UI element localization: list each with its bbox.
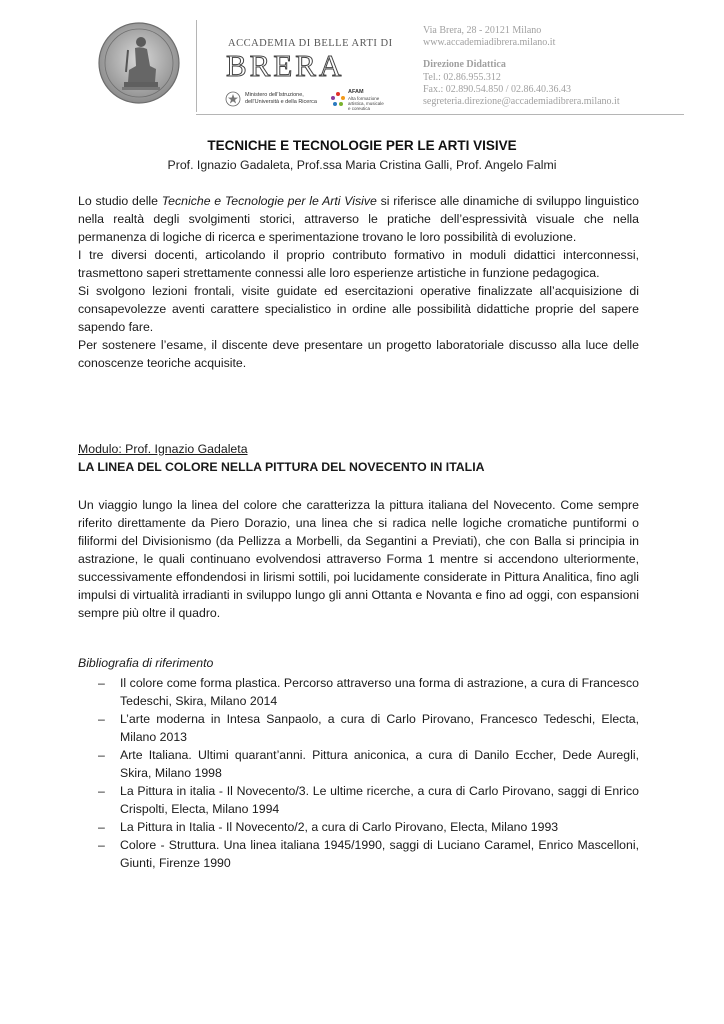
intro-paragraph-2: I tre diversi docenti, articolando il proprio contributo formativo in moduli didattici interconnessi, trasmettono saperi strettamente connessi alle loro esperienze artistiche in funzione pedagogica. <box>78 248 639 280</box>
bibliography-item <box>96 746 639 782</box>
academy-name: BRERA <box>226 48 345 83</box>
intro-section <box>78 192 639 372</box>
bibliography-item <box>96 836 639 872</box>
afam-text <box>348 96 384 111</box>
document-title: TECNICHE E TECNOLOGIE PER LE ARTI VISIVE <box>207 138 517 153</box>
header-horizontal-rule <box>196 114 684 115</box>
afam-logo-icon <box>330 91 346 107</box>
intro-paragraph-4: Per sostenere l’esame, il discente deve presentare un progetto laboratoriale discusso alla luce delle conoscenze teoriche acquisite. <box>78 338 639 370</box>
dash-bullet-icon: – <box>98 820 105 834</box>
contact-address: Via Brera, 28 - 20121 Milano <box>423 25 542 36</box>
ministry-line-2: dell'Università e della Ricerca <box>245 98 317 105</box>
bibliography-item-text: La Pittura in italia - Il Novecento/3. Le ultime ricerche, a cura di Carlo Pirovano, saggi di Enrico Crispolti, Electa, Milano 1994 <box>120 784 639 816</box>
bibliography-item <box>96 782 639 818</box>
afam-line-3: e coreutica <box>348 106 371 111</box>
afam-title: AFAM <box>348 89 364 95</box>
dash-bullet-icon: – <box>98 712 105 726</box>
contact-department: Direzione Didattica <box>423 59 506 70</box>
module-body <box>78 496 639 622</box>
intro-paragraph-3: Si svolgono lezioni frontali, visite guidate ed esercitazioni operative finalizzate all’acquisizione di consapevolezze aventi carattere specialistico in ordine alle possibilità didattiche proprie del sapere sapendo fare. <box>78 284 639 334</box>
bibliography-heading: Bibliografia di riferimento <box>78 656 214 670</box>
bibliography-item <box>96 674 639 710</box>
course-name-italic: Tecniche e Tecnologie per le Arti Visive <box>161 194 377 208</box>
dash-bullet-icon: – <box>98 676 105 690</box>
module-title: LA LINEA DEL COLORE NELLA PITTURA DEL NOVECENTO IN ITALIA <box>78 460 485 474</box>
academy-line: ACCADEMIA DI BELLE ARTI DI <box>228 38 393 49</box>
contact-website-link[interactable]: www.accademiadibrera.milano.it <box>423 37 556 48</box>
bibliography-item-text: La Pittura in Italia - Il Novecento/2, a cura di Carlo Pirovano, Electa, Milano 1993 <box>120 820 559 834</box>
afam-line-1: Alta formazione <box>348 96 380 101</box>
contact-email-link[interactable]: segreteria.direzione@accademiadibrera.milano.it <box>423 96 620 107</box>
intro-p1-text-cont: si riferisce alle dinamiche di sviluppo linguistico nella realtà degli svolgimenti storici, attraverso le pratiche dell’espressività visuale che nella permanenza di logiche di ricerca e sperimentazione trovano le loro possibilità di evoluzione. <box>78 194 639 244</box>
ministry-emblem-icon <box>225 91 241 107</box>
bibliography-item <box>96 710 639 746</box>
intro-p1-text: Lo studio delle <box>78 194 162 208</box>
dash-bullet-icon: – <box>98 748 105 762</box>
ministry-line-1: Ministero dell'Istruzione, <box>245 92 304 98</box>
module-paragraph: Un viaggio lungo la linea del colore che caratterizza la pittura italiana del Novecento. Come sempre riferito direttamente da Piero Dorazio, una linea che si radica nelle logiche cromatiche puntiformi o filiformi del Divisionismo (da Pellizza a Morbelli, da Segantini a Previati), che con Balla si principia in astrazione, le quali continuano evolvendosi attraverso Forma 1 mentre si accendono ulteriormente, successivamente effondendosi in lirismi sottili, poi lucidamente considerate in Pittura Analitica, fino agli impulsi di virtualità irradianti in sviluppo lungo gli anni Ottanta e Novanta e fino ad oggi, con espansioni sempre più oltre il quadro. <box>78 498 639 620</box>
contact-tel: Tel.: 02.86.955.312 <box>423 72 501 83</box>
academy-seal-logo <box>98 22 180 104</box>
dash-bullet-icon: – <box>98 838 105 852</box>
module-label: Modulo: Prof. Ignazio Gadaleta <box>78 442 248 456</box>
afam-line-2: artistica, musicale <box>348 101 384 106</box>
dash-bullet-icon: – <box>98 784 105 798</box>
bibliography-list <box>96 674 639 872</box>
ministry-text <box>245 92 317 105</box>
bibliography-item-text: Colore - Struttura. Una linea italiana 1945/1990, saggi di Luciano Caramel, Enrico Mascelloni, Giunti, Firenze 1990 <box>120 838 639 870</box>
document-authors: Prof. Ignazio Gadaleta, Prof.ssa Maria Cristina Galli, Prof. Angelo Falmi <box>167 158 557 172</box>
bibliography-item <box>96 818 639 836</box>
bibliography-item-text: L’arte moderna in Intesa Sanpaolo, a cura di Carlo Pirovano, Francesco Tedeschi, Electa, Milano 2013 <box>120 712 639 744</box>
bibliography-item-text: Arte Italiana. Ultimi quarant’anni. Pittura aniconica, a cura di Danilo Eccher, Dede Auregli, Skira, Milano 1998 <box>120 748 639 780</box>
bibliography-item-text: Il colore come forma plastica. Percorso attraverso una forma di astrazione, a cura di Francesco Tedeschi, Skira, Milano 2014 <box>120 676 639 708</box>
intro-paragraph-1 <box>78 192 639 246</box>
contact-fax: Fax.: 02.890.54.850 / 02.86.40.36.43 <box>423 84 572 95</box>
header-vertical-rule <box>196 20 197 112</box>
